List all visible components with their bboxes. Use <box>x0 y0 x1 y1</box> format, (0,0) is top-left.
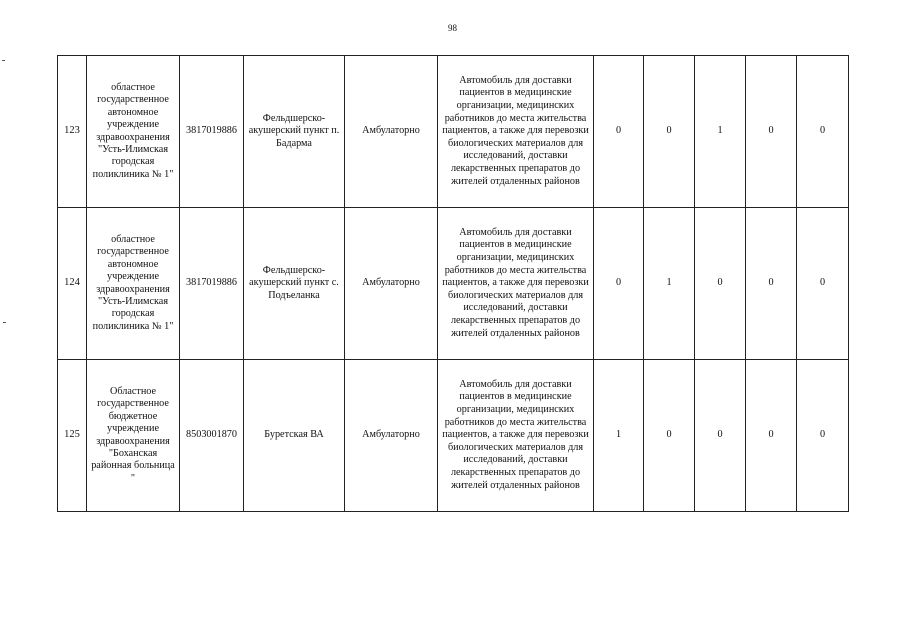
facility-unit: Буретская ВА <box>244 360 345 512</box>
count-cell-4: 0 <box>746 56 797 208</box>
vehicle-allocation-table <box>57 55 849 512</box>
count-cell-3: 0 <box>695 208 746 360</box>
count-cell-2: 1 <box>644 208 695 360</box>
count-cell-4: 0 <box>746 360 797 512</box>
inn-code: 8503001870 <box>180 360 244 512</box>
count-cell-1: 1 <box>594 360 644 512</box>
organization-name: областное государственное автономное учреждение здравоохранения "Усть-Илимская городская поликлиника № 1" <box>87 56 180 208</box>
organization-name: областное государственное автономное учреждение здравоохранения "Усть-Илимская городская поликлиника № 1" <box>87 208 180 360</box>
scan-mark <box>3 322 6 323</box>
care-type: Амбулаторно <box>345 360 438 512</box>
inn-code: 3817019886 <box>180 208 244 360</box>
table-row <box>58 208 849 360</box>
count-cell-2: 0 <box>644 360 695 512</box>
care-type: Амбулаторно <box>345 208 438 360</box>
organization-name: Областное государственное бюджетное учреждение здравоохранения "Боханская районная больница " <box>87 360 180 512</box>
count-cell-5: 0 <box>797 360 849 512</box>
table-row <box>58 360 849 512</box>
count-cell-3: 1 <box>695 56 746 208</box>
count-cell-3: 0 <box>695 360 746 512</box>
count-cell-1: 0 <box>594 56 644 208</box>
care-type: Амбулаторно <box>345 56 438 208</box>
scan-mark <box>2 60 5 61</box>
page-number: 98 <box>448 23 457 33</box>
count-cell-5: 0 <box>797 208 849 360</box>
count-cell-1: 0 <box>594 208 644 360</box>
row-number: 125 <box>58 360 87 512</box>
vehicle-purpose: Автомобиль для доставки пациентов в медицинские организации, медицинских работников до места жительства пациентов, а также для перевозки биологических материалов для исследований, доставки лекарственных препаратов до жителей отдаленных районов <box>438 208 594 360</box>
table-row <box>58 56 849 208</box>
row-number: 124 <box>58 208 87 360</box>
facility-unit: Фельдшерско-акушерский пункт с. Подъеланка <box>244 208 345 360</box>
vehicle-purpose: Автомобиль для доставки пациентов в медицинские организации, медицинских работников до места жительства пациентов, а также для перевозки биологических материалов для исследований, доставки лекарственных препаратов до жителей отдаленных районов <box>438 56 594 208</box>
inn-code: 3817019886 <box>180 56 244 208</box>
count-cell-5: 0 <box>797 56 849 208</box>
vehicle-purpose: Автомобиль для доставки пациентов в медицинские организации, медицинских работников до места жительства пациентов, а также для перевозки биологических материалов для исследований, доставки лекарственных препаратов до жителей отдаленных районов <box>438 360 594 512</box>
count-cell-2: 0 <box>644 56 695 208</box>
row-number: 123 <box>58 56 87 208</box>
facility-unit: Фельдшерско-акушерский пункт п. Бадарма <box>244 56 345 208</box>
count-cell-4: 0 <box>746 208 797 360</box>
